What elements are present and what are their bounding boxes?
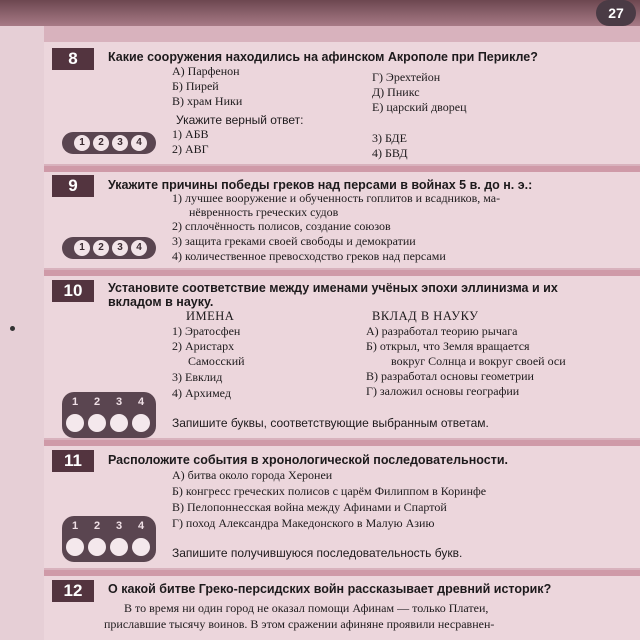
question-10-number: 10 (52, 280, 94, 302)
q10-contribution: В) разработал основы геометрии (366, 369, 534, 383)
q10-name: 3) Евклид (172, 370, 223, 384)
q10-instruction: Запишите буквы, соответствующие выбранным ответам. (172, 416, 489, 430)
question-10-title-line1: Установите соответствие между именами учёных эпохи эллинизма и их (108, 281, 558, 295)
q11-option: Г) поход Александра Македонского в Малую Азию (172, 516, 435, 530)
answer-slot-4[interactable] (132, 538, 150, 556)
answer-slot-3[interactable] (110, 414, 128, 432)
q8-option: Б) Пирей (172, 79, 219, 93)
left-margin (0, 26, 44, 640)
q8-option: В) храм Ники (172, 94, 243, 108)
q8-option: Д) Пникс (372, 85, 420, 99)
answer-circle-4[interactable]: 4 (131, 240, 147, 256)
page-number: 27 (596, 0, 636, 26)
q10-names-header: ИМЕНА (186, 309, 235, 323)
question-12-number: 12 (52, 580, 94, 602)
answer-slot-1[interactable] (66, 414, 84, 432)
question-9-title: Укажите причины победы греков над персами в войнах 5 в. до н. э.: (108, 178, 533, 192)
grid-number: 3 (115, 396, 123, 408)
q10-contribution: вокруг Солнца и вокруг своей оси (391, 354, 566, 368)
q11-option: В) Пелопоннесская война между Афинами и Спартой (172, 500, 447, 514)
q8-option: Г) Эрехтейон (372, 70, 441, 84)
question-12-title: О какой битве Греко-персидских войн рассказывает древний историк? (108, 582, 552, 596)
q10-name: 2) Аристарх (172, 339, 235, 353)
grid-number: 2 (93, 396, 101, 408)
question-9-number: 9 (52, 175, 94, 197)
q8-answer: 3) БДЕ (372, 131, 407, 145)
grid-number: 1 (71, 396, 79, 408)
q12-text: В то время ни один город не оказал помощи Афинам — только Платеи, (124, 601, 489, 615)
q9-option: 4) количественное превосходство греков над персами (172, 249, 446, 263)
q9-answer-circles (62, 237, 156, 259)
q10-contribution: Г) заложил основы географии (366, 384, 520, 398)
q9-option: 1) лучшее вооружение и обученность гоплитов и всадников, ма- (172, 191, 501, 205)
answer-circle-1[interactable]: 1 (74, 240, 90, 256)
answer-circle-2[interactable]: 2 (93, 240, 109, 256)
q12-text: приславшие тысячу воинов. В этом сражении афиняне проявили несравнен- (104, 617, 495, 631)
q11-answer-grid (62, 516, 156, 562)
answer-circle-3[interactable]: 3 (112, 240, 128, 256)
answer-slot-1[interactable] (66, 538, 84, 556)
q8-option: А) Парфенон (172, 64, 240, 78)
grid-number: 4 (137, 520, 145, 532)
q11-option: А) битва около города Херонеи (172, 468, 333, 482)
grid-number: 3 (115, 520, 123, 532)
q10-contribution: А) разработал теорию рычага (366, 324, 518, 338)
q9-option: 2) сплочённость полисов, создание союзов (172, 219, 391, 233)
q9-option: 3) защита греками своей свободы и демократии (172, 234, 416, 248)
question-10-title-line2: вкладом в науку. (108, 295, 214, 309)
grid-number: 4 (137, 396, 145, 408)
q11-instruction: Запишите получившуюся последовательность букв. (172, 546, 463, 560)
q10-contrib-header: ВКЛАД В НАУКУ (372, 309, 479, 323)
q9-option: нёвренность греческих судов (189, 205, 339, 219)
q8-answer-circles (62, 132, 156, 154)
grid-number: 1 (71, 520, 79, 532)
answer-slot-2[interactable] (88, 538, 106, 556)
question-8-number: 8 (52, 48, 94, 70)
q10-contribution: Б) открыл, что Земля вращается (366, 339, 530, 353)
q8-answer: 1) АБВ (172, 127, 209, 141)
question-11-title: Расположите события в хронологической последовательности. (108, 453, 508, 467)
q10-name: 1) Эратосфен (172, 324, 241, 338)
q8-answer: 2) АВГ (172, 142, 209, 156)
answer-circle-1[interactable]: 1 (74, 135, 90, 151)
grid-number: 2 (93, 520, 101, 532)
question-11-number: 11 (52, 450, 94, 472)
q8-prompt: Укажите верный ответ: (176, 113, 304, 127)
q8-option: Е) царский дворец (372, 100, 467, 114)
answer-slot-2[interactable] (88, 414, 106, 432)
q8-answer: 4) БВД (372, 146, 408, 160)
margin-dot (10, 326, 15, 331)
q10-name: 4) Архимед (172, 386, 231, 400)
answer-circle-4[interactable]: 4 (131, 135, 147, 151)
q10-answer-grid (62, 392, 156, 438)
top-decorative-band (0, 0, 640, 26)
answer-slot-4[interactable] (132, 414, 150, 432)
question-8-title: Какие сооружения находились на афинском Акрополе при Перикле? (108, 50, 538, 64)
q10-name: Самосский (188, 354, 245, 368)
q11-option: Б) конгресс греческих полисов с царём Филиппом в Коринфе (172, 484, 487, 498)
answer-slot-3[interactable] (110, 538, 128, 556)
answer-circle-2[interactable]: 2 (93, 135, 109, 151)
answer-circle-3[interactable]: 3 (112, 135, 128, 151)
